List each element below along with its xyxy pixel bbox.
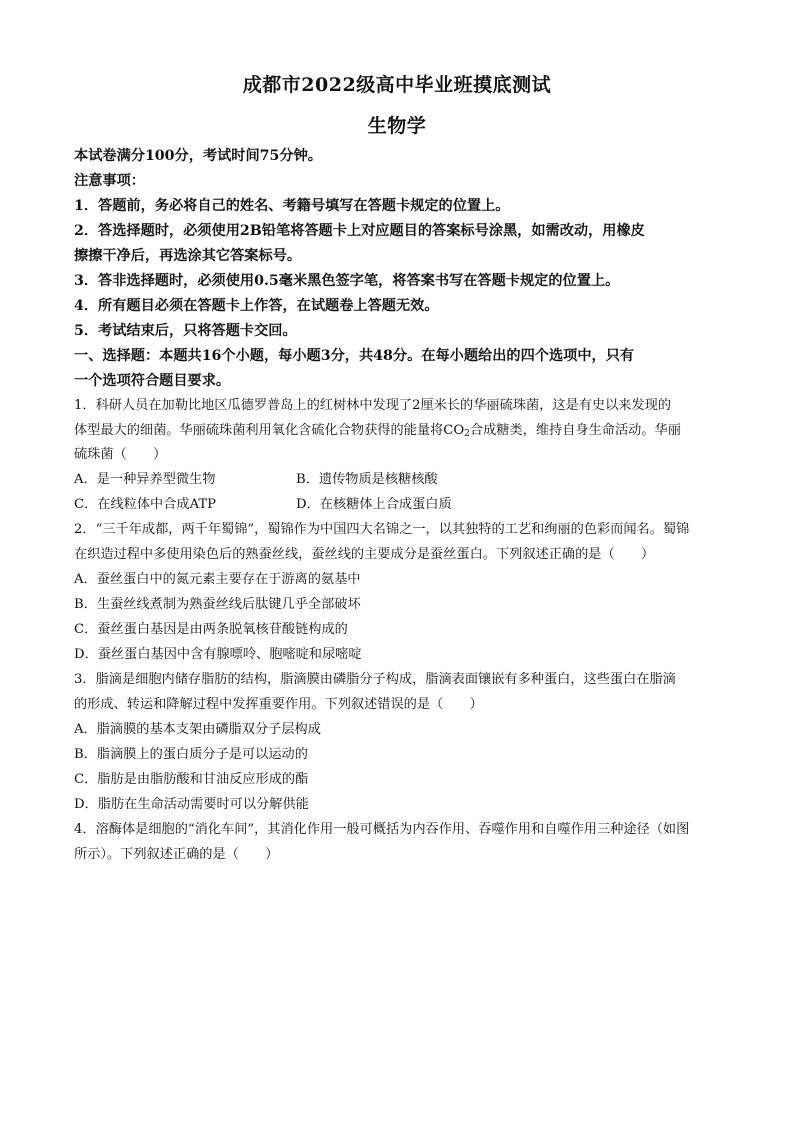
q2-option-b: B．生蚕丝线煮制为熟蚕丝线后肽键几乎全部破坏 <box>74 597 361 612</box>
exam-title: 成都市2022级高中毕业班摸底测试 <box>242 74 552 96</box>
section1-heading: 一、选择题：本题共16个小题，每小题3分，共48分。在每小题给出的四个选项中，只有 <box>74 348 635 364</box>
q1-option-a: A．是一种异养型微生物 <box>74 472 216 487</box>
note-item: 4．所有题目必须在答题卡上作答，在试题卷上答题无效。 <box>74 298 439 314</box>
q1-stem-text-a: 体型最大的细菌。华丽硫珠菌利用氧化含硫化合物获得的能量将CO <box>74 423 465 438</box>
q3-option-c: C．脂肪是由脂肪酸和甘油反应形成的酯 <box>74 772 309 787</box>
q1-option-c: C．在线粒体中合成ATP <box>74 497 217 512</box>
q4-stem-line1: 4．溶酶体是细胞的“消化车间”，其消化作用一般可概括为内吞作用、吞噬作用和自噬作用三种途径（如图 <box>74 822 690 837</box>
note-item: 3．答非选择题时，必须使用0.5毫米黑色签字笔，将答案书写在答题卡规定的位置上。 <box>74 273 620 289</box>
q1-option-b: B．遗传物质是核糖核酸 <box>296 472 438 487</box>
q2-option-d: D．蚕丝蛋白基因中含有腺嘌呤、胞嘧啶和尿嘧啶 <box>74 647 362 662</box>
q3-option-d: D．脂肪在生命活动需要时可以分解供能 <box>74 797 309 812</box>
note-item: 1．答题前，务必将自己的姓名、考籍号填写在答题卡规定的位置上。 <box>74 198 510 214</box>
q1-stem-line1: 1．科研人员在加勒比地区瓜德罗普岛上的红树林中发现了2厘米长的华丽硫珠菌，这是有史以来发现的 <box>74 398 672 413</box>
q1-stem-line3: 硫珠菌（ ） <box>74 447 167 462</box>
q2-option-a: A．蚕丝蛋白中的氮元素主要存在于游离的氨基中 <box>74 572 361 587</box>
section1-heading-cont: 一个选项符合题目要求。 <box>74 373 231 389</box>
q1-option-d: D．在核糖体上合成蛋白质 <box>296 497 452 512</box>
q3-stem-line2: 的形成、转运和降解过程中发挥重要作用。下列叙述错误的是（ ） <box>74 697 483 712</box>
q2-option-c: C．蚕丝蛋白基因是由两条脱氧核苷酸链构成的 <box>74 622 348 637</box>
exam-info: 本试卷满分100分，考试时间75分钟。 <box>74 148 322 164</box>
subject-title: 生物学 <box>367 115 427 137</box>
note-item: 2．答选择题时，必须使用2B铅笔将答题卡上对应题目的答案标号涂黑，如需改动，用橡皮 <box>74 223 645 239</box>
q3-option-b: B．脂滴膜上的蛋白质分子是可以运动的 <box>74 747 308 762</box>
q2-stem-line2: 在织造过程中多使用染色后的熟蚕丝线，蚕丝线的主要成分是蚕丝蛋白。下列叙述正确的是（ ） <box>74 547 655 562</box>
q4-stem-line2: 所示）。下列叙述正确的是（ ） <box>74 847 279 862</box>
note-item: 擦擦干净后，再选涂其它答案标号。 <box>74 248 302 264</box>
q2-stem-line1: 2．“三千年成都，两千年蜀锦”，蜀锦作为中国四大名锦之一，以其独特的工艺和绚丽的色彩而闻名。蜀锦 <box>74 522 690 537</box>
q1-stem-line2 <box>74 420 724 445</box>
note-item: 5．考试结束后，只将答题卡交回。 <box>74 323 297 339</box>
q3-stem-line1: 3．脂滴是细胞内储存脂肪的结构，脂滴膜由磷脂分子构成，脂滴表面镶嵌有多种蛋白，这些蛋白在脂滴 <box>74 672 676 687</box>
q1-stem-text-b: 合成糖类，维持自身生命活动。华丽 <box>469 423 681 438</box>
q3-option-a: A．脂滴膜的基本支架由磷脂双分子层构成 <box>74 722 321 737</box>
notes-heading: 注意事项： <box>74 173 145 189</box>
co2-subscript: 2 <box>464 429 470 439</box>
